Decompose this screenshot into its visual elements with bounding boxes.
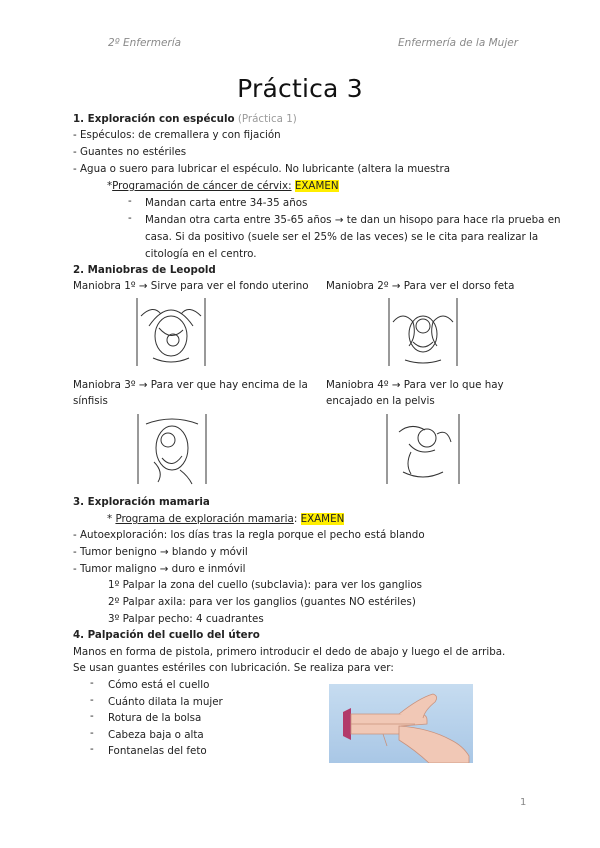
- leopold-2-figure: [383, 296, 463, 368]
- leopold-3-text-b: sínfisis: [73, 395, 108, 407]
- s4-dash-2: -: [90, 694, 94, 706]
- leopold-1-text: Maniobra 1º → Sirve para ver el fondo uterino: [73, 280, 309, 292]
- section-1-heading: 1. Exploración con espéculo: [73, 113, 235, 125]
- page-number: 1: [520, 797, 527, 808]
- s1-line-1: - Espéculos: de cremallera y con fijación: [73, 129, 281, 141]
- section-2-heading: 2. Maniobras de Leopold: [73, 264, 216, 276]
- s4-dash-1: -: [90, 677, 94, 689]
- s1-bullet-2c: citología en el centro.: [145, 248, 257, 260]
- s1-bullet-1: Mandan carta entre 34-35 años: [145, 197, 308, 209]
- section-1-note: (Práctica 1): [237, 113, 297, 125]
- s1-exam-tag: EXAMEN: [294, 180, 339, 192]
- leopold-2-text: Maniobra 2º → Para ver el dorso feta: [326, 280, 515, 292]
- s4-item-4: Cabeza baja o alta: [108, 729, 204, 741]
- s3-programme-label: Programa de exploración mamaria: [115, 513, 294, 525]
- s1-line-3: - Agua o suero para lubricar el espéculo. No lubricante (altera la muestra: [73, 163, 451, 175]
- s1-programme-label: Programación de cáncer de cérvix:: [112, 180, 292, 192]
- s3-step-3: 3º Palpar pecho: 4 cuadrantes: [108, 613, 264, 625]
- s1-bullet-dash-2: -: [128, 212, 132, 224]
- header-left: 2º Enfermería: [108, 37, 182, 49]
- s1-bullet-dash-1: -: [128, 195, 132, 207]
- s1-bullet-2b: casa. Si da positivo (suele ser el 25% de las veces) se le cita para realizar la: [145, 231, 539, 243]
- leopold-4-figure: [381, 412, 465, 486]
- s4-item-1: Cómo está el cuello: [108, 679, 210, 691]
- leopold-1-figure: [131, 296, 211, 368]
- s3-line-2: - Tumor benigno → blando y móvil: [73, 546, 248, 558]
- s4-line-2: Se usan guantes estériles con lubricación. Se realiza para ver:: [73, 662, 394, 674]
- s3-programme-colon: :: [293, 513, 298, 525]
- s3-exam-tag: EXAMEN: [300, 513, 345, 525]
- section-1-heading-line: [73, 111, 297, 127]
- s1-programme-line: [107, 178, 339, 194]
- s3-line-1: - Autoexploración: los días tras la regla porque el pecho está blando: [73, 529, 425, 541]
- leopold-3-text-a: Maniobra 3º → Para ver que hay encima de la: [73, 379, 308, 391]
- s3-step-2: 2º Palpar axila: para ver los ganglios (guantes NO estériles): [108, 596, 416, 608]
- s1-programme-star: *: [107, 180, 113, 192]
- s4-line-1: Manos en forma de pistola, primero introducir el dedo de abajo y luego el de arriba.: [73, 646, 506, 658]
- header-right: Enfermería de la Mujer: [398, 37, 519, 49]
- s3-programme-line: [107, 511, 344, 527]
- leopold-4-text-b: encajado en la pelvis: [326, 395, 435, 407]
- s1-bullet-2a: Mandan otra carta entre 35-65 años → te dan un hisopo para hace rla prueba en: [145, 214, 561, 226]
- page-title: Práctica 3: [237, 74, 363, 103]
- s4-item-5: Fontanelas del feto: [108, 745, 207, 757]
- s4-dash-5: -: [90, 743, 94, 755]
- s4-dash-4: -: [90, 727, 94, 739]
- s4-item-2: Cuánto dilata la mujer: [108, 696, 223, 708]
- s3-programme-star: *: [107, 513, 113, 525]
- cervix-palpation-hand-figure: [329, 684, 473, 763]
- section-4-heading: 4. Palpación del cuello del útero: [73, 629, 260, 641]
- s1-line-2: - Guantes no estériles: [73, 146, 187, 158]
- s3-line-3: - Tumor maligno → duro e inmóvil: [73, 563, 246, 575]
- section-3-heading: 3. Exploración mamaria: [73, 496, 210, 508]
- leopold-4-text-a: Maniobra 4º → Para ver lo que hay: [326, 379, 504, 391]
- s4-item-3: Rotura de la bolsa: [108, 712, 202, 724]
- s3-step-1: 1º Palpar la zona del cuello (subclavia): para ver los ganglios: [108, 579, 423, 591]
- leopold-3-figure: [132, 412, 212, 486]
- s4-dash-3: -: [90, 710, 94, 722]
